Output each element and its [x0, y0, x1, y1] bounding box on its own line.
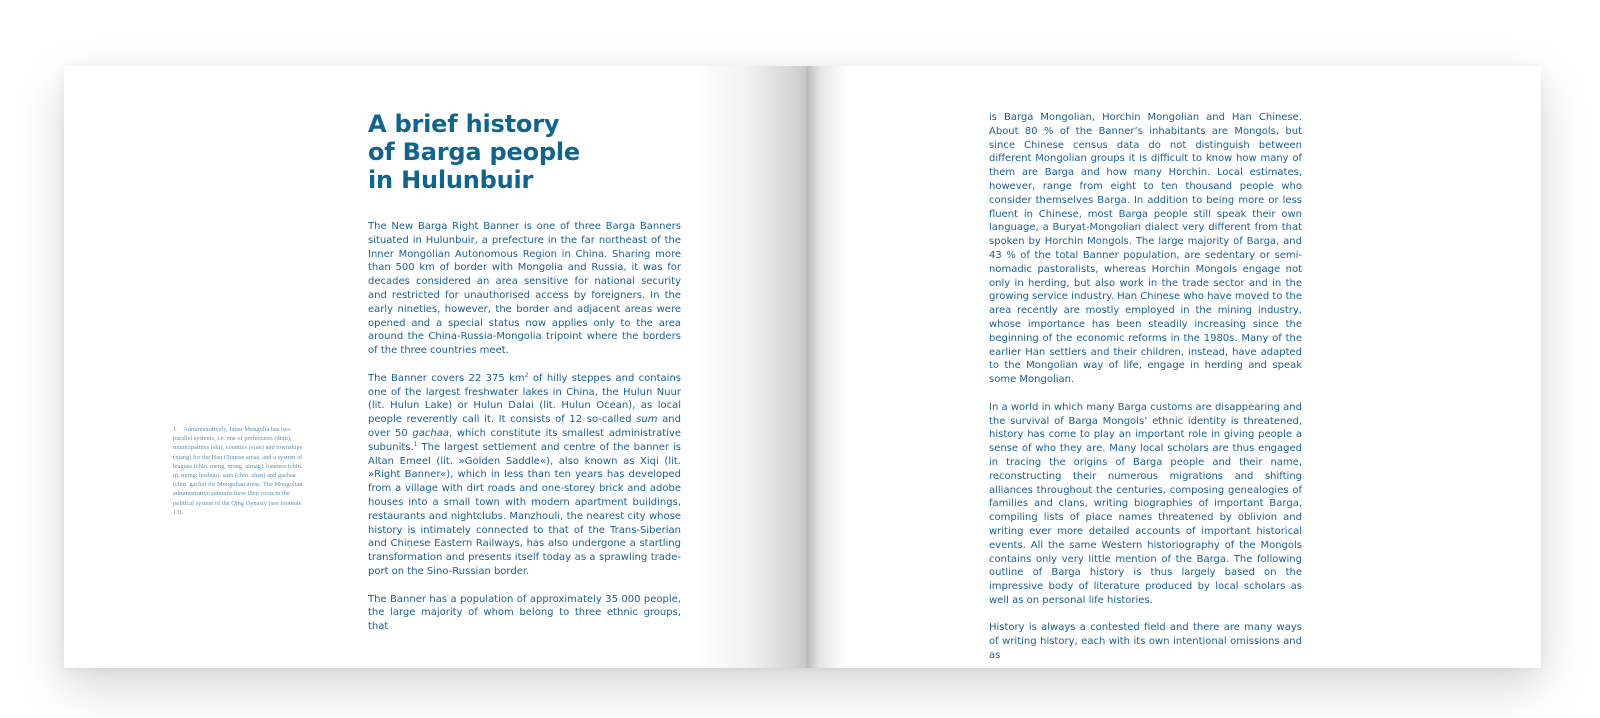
body-paragraph: The Banner covers 22 375 $km^2$ of hilly steppes and contains one of the largest freshwater lakes in China, the Hulun Nuur (lit. Hulun Lake) or Hulun Dalai (lit. Hulun Ocean), as local people reverently call it. It consists of 12 so-called sum and over 50 gachaa, which constitute its smallest administrative subunits.$^1$ The largest settlement and centre of the banner is Altan Emeel (lit. »Golden Saddle«), also known as Xiqi (lit. »Right Banner«), which in less than ten years has developed from a village with dirt roads and one-storey brick and adobe houses into a small town with modern apartment buildings, restaurants and nightclubs. Manzhouli, the nearest city whose history is intimately connected to that of the Trans-Siberian and Chinese Eastern Railways, has also undergone a startling transformation and presents itself today as a sprawling trade-port on the Sino-Russian border.: [368, 371, 681, 577]
title-line: in Hulunbuir: [368, 166, 534, 194]
right-text-column: [989, 111, 1302, 668]
gutter-shadow-left: [696, 66, 806, 668]
italic-term-sum: sum: [636, 414, 658, 426]
footnote: [173, 425, 303, 517]
footnote-reference: 1: [413, 440, 418, 448]
footnote-number: 1: [173, 426, 177, 433]
left-text-column: [368, 220, 681, 648]
open-book: [64, 66, 1541, 668]
italic-term-gachaa: gachaa: [412, 427, 449, 439]
footnote-text: Administratively, Inner Mongolia has two parallel systems, i.e. one of prefectures (diqu), municipalities (shi), counties (xian) and townships (xiang) for the Han Chinese areas, and a system of leagues (chin. meng, mong. aimag), banners (chin. qi, mong. hoshuu), sum (chin. zhen) and gachaa (chin. gacha) for Mongolian areas. The Mongolian administrative subunits have their roots in the political system of the Qing Dynasty (see footnote 13).: [173, 426, 303, 516]
superscript-squared: 2: [524, 371, 529, 379]
body-paragraph: The New Barga Right Banner is one of three Barga Banners situated in Hulunbuir, a prefecture in the far northeast of the Inner Mongolian Autonomous Region in China. Sharing more than 500 km of border with Mongolia and Russia, it was for decades considered an area sensitive for national security and restricted for unauthorised access by foreigners. In the early nineties, however, the border and adjacent areas were opened and a special status now applies only to the area around the China-Russia-Mongolia tripoint where the borders of the three countries meet.: [368, 221, 681, 357]
body-paragraph: In a world in which many Barga customs are disappearing and the survival of Barga Mongols’ ethnic identity is threatened, history has come to play an important role in giving people a sense of who they are. Many local scholars are thus engaged in tracing the origins of Barga people and their name, reconstructing their numerous migrations and shifting alliances throughout the centuries, composing genealogies of families and clans, writing biographies of important Barga, compiling lists of place names threatened by oblivion and writing ever more detailed accounts of important historical events. All the same Western historiography of the Mongols contains only very little mention of the Barga. The following outline of Barga history is thus largely based on the impressive body of literature produced by local scholars as well as on personal life histories.: [989, 401, 1302, 606]
body-paragraph: is Barga Mongolian, Horchin Mongolian and Han Chinese. About 80 % of the Banner’s inhabitants are Mongols, but since Chinese census data do not distinguish between different Mongolian groups it is difficult to know how many of them are Barga and how many Horchin. Local estimates, however, range from eight to ten thousand people who consider themselves Barga. In addition to being more or less fluent in Chinese, most Barga people still speak their own language, a Buryat-Mongolian dialect very different from that spoken by Horchin Mongols. The large majority of Barga, and 43 % of the total Banner population, are sedentary or semi-nomadic pastoralists, whereas Horchin Mongols engage not only in herding, but also work in the trade sector and in the growing service industry. Han Chinese who have moved to the area recently are mostly employed in the mining industry, whose importance has been steadily increasing since the beginning of the economic reforms in the 1980s. Many of the earlier Han settlers and their children, instead, have adapted to the Mongolian way of life, engage in herding and speak some Mongolian.: [989, 112, 1302, 386]
chapter-title: [368, 110, 698, 194]
right-page: [806, 66, 1541, 668]
body-paragraph: The Banner has a population of approximately 35 000 people, the large majority of whom belong to three ethnic groups, that: [368, 593, 681, 633]
gutter-shadow-right: [806, 66, 846, 668]
body-paragraph: History is always a contested field and there are many ways of writing history, each with its own intentional omissions and as: [989, 622, 1302, 662]
left-page: [64, 66, 806, 668]
title-line: A brief history: [368, 110, 560, 138]
title-line: of Barga people: [368, 138, 580, 166]
